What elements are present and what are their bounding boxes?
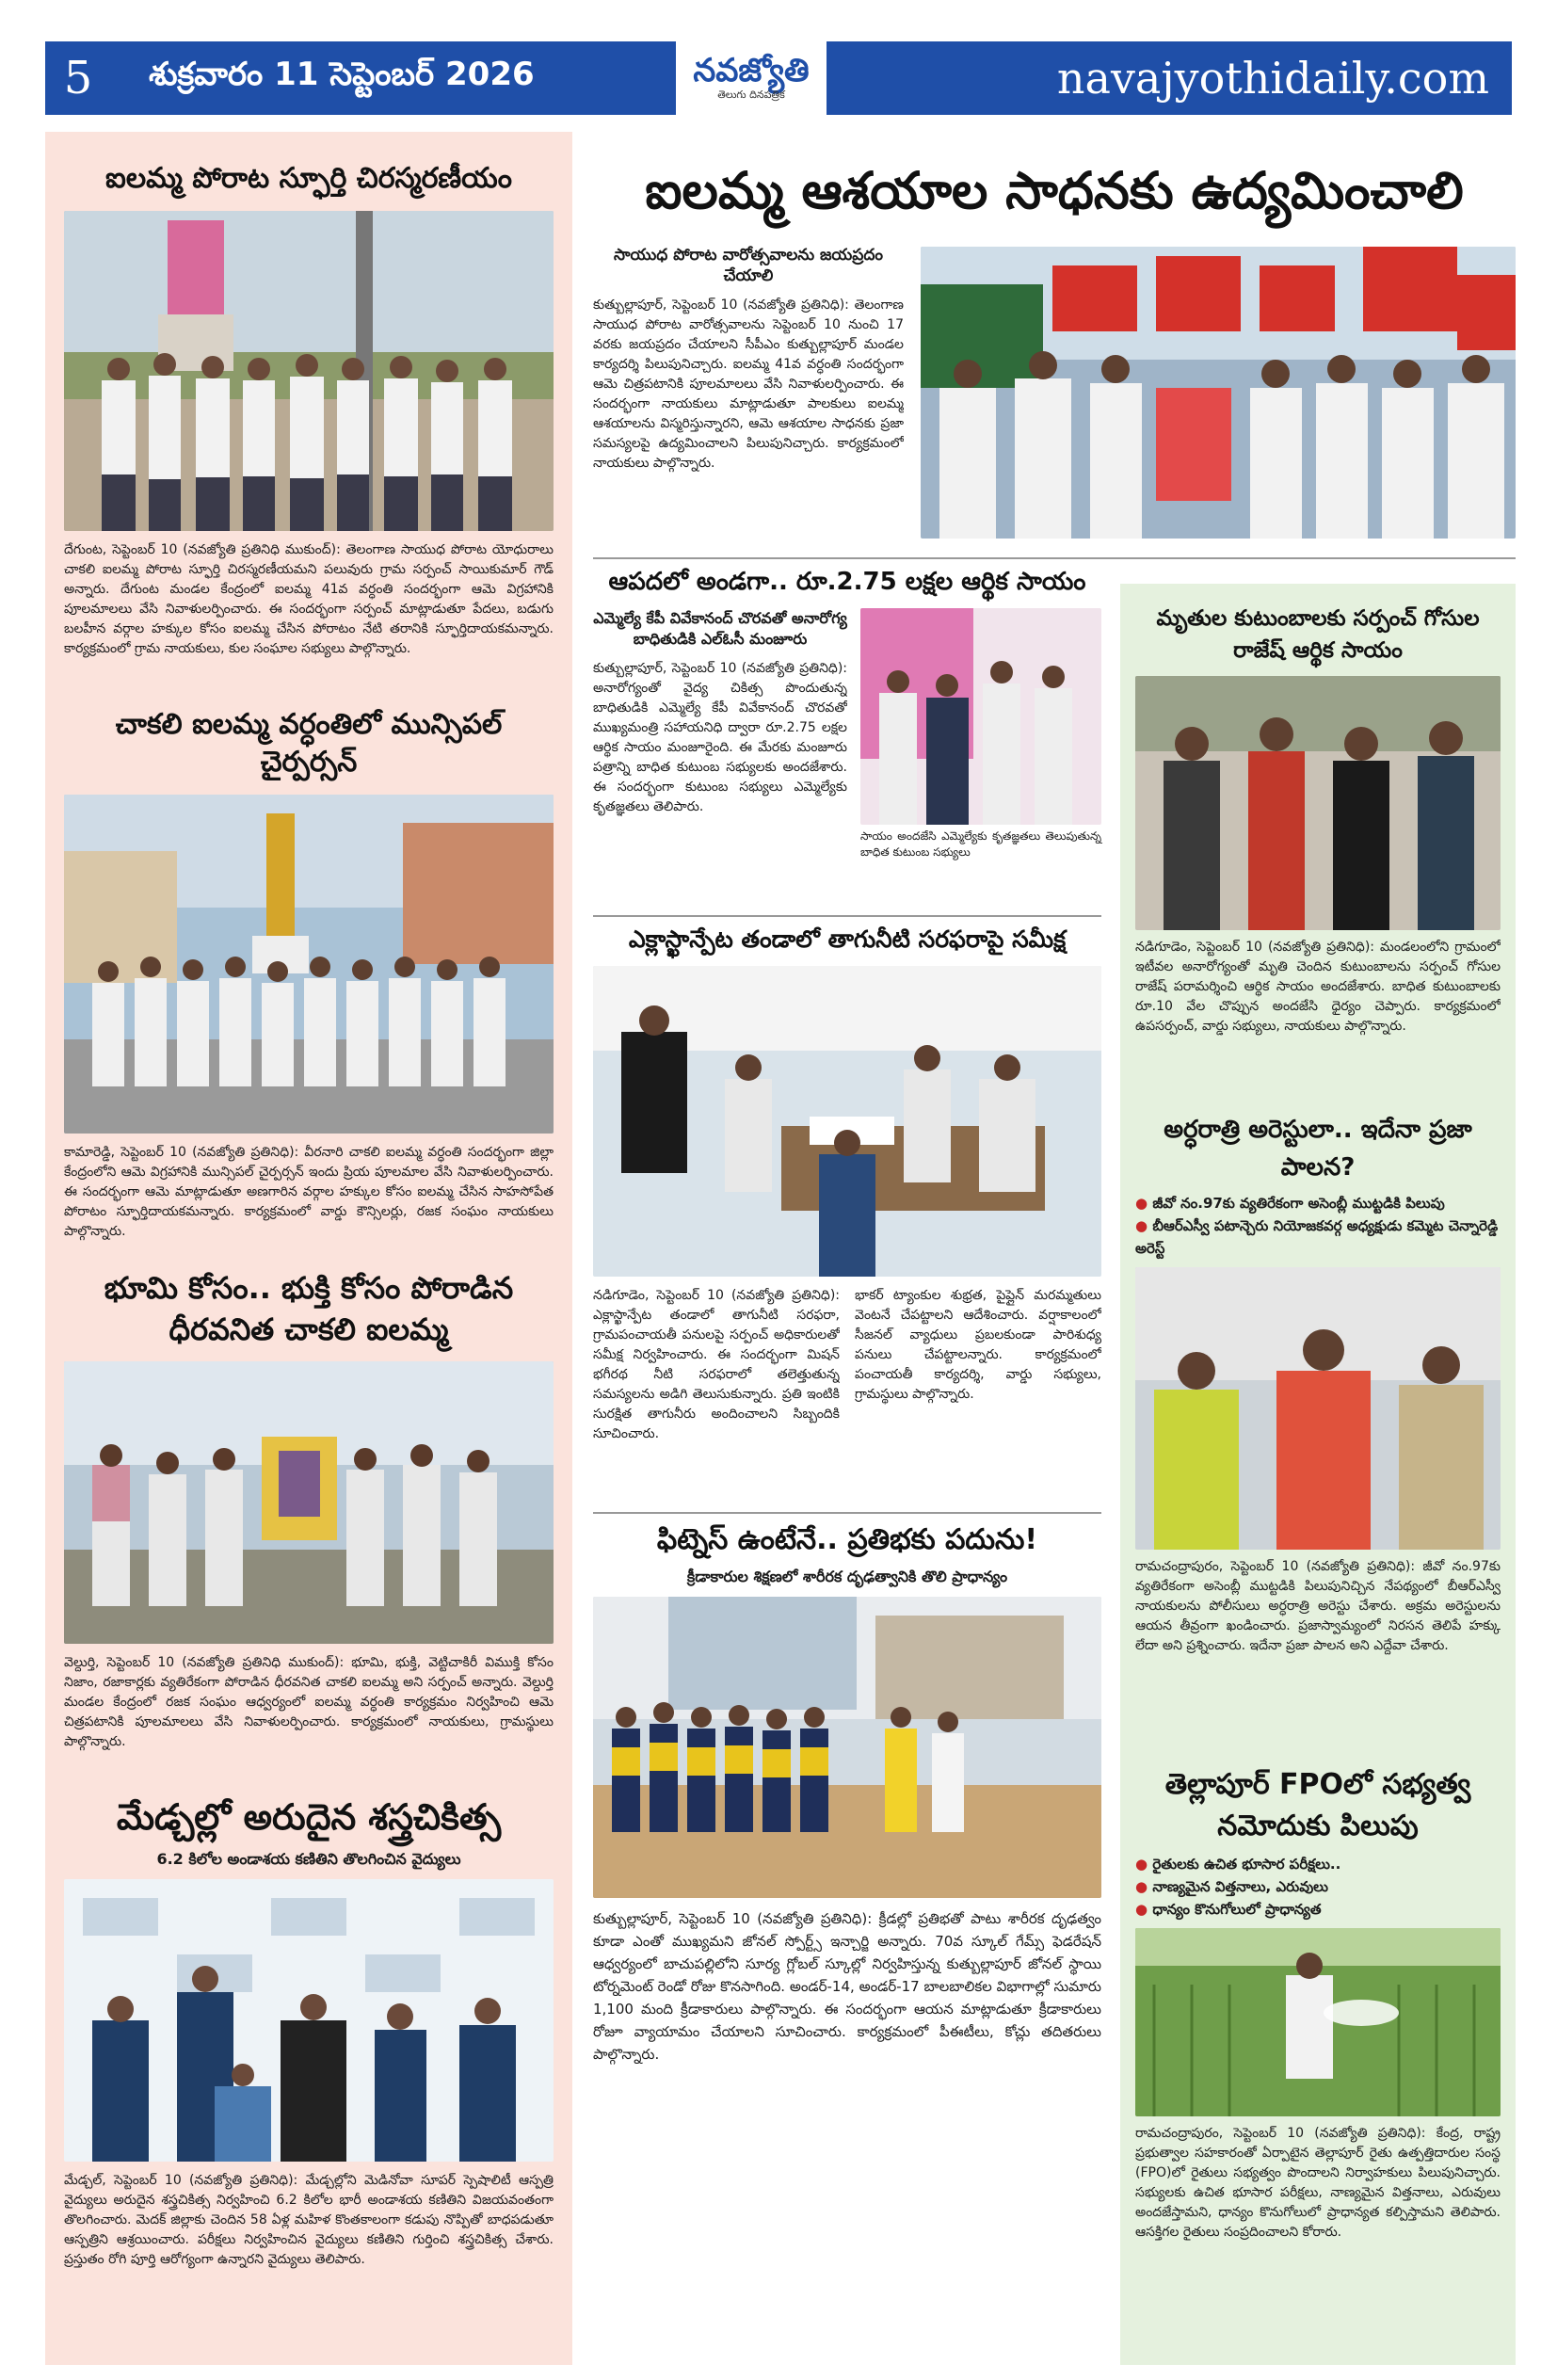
issue-date: శుక్రవారం 11 సెప్టెంబర్ 2026 <box>149 56 535 93</box>
left-column <box>45 132 572 2365</box>
highlight-bullet: ● బీఆర్ఎస్వీ పటాన్చెరు నియోజకవర్గ అధ్యక్షుడు కమ్మెట చెన్నారెడ్డి అరెస్ట్ <box>1135 1214 1501 1260</box>
article-headline: ఎక్లాస్ఖాన్పేట తండాలో తాగునీటి సరఫరాపై సమీక్ష <box>628 925 1067 953</box>
section-divider <box>593 1512 1101 1514</box>
article-headline: తెల్లాపూర్ FPOలో సభ్యత్వ నమోదుకు పిలుపు <box>1164 1768 1471 1842</box>
article-headline: మృతుల కుటుంబాలకు సర్పంచ్ గోసుల రాజేష్ ఆర్థిక సాయం <box>1156 606 1480 663</box>
police-arrest-photo <box>1135 1267 1501 1550</box>
tribute-photo <box>64 1361 554 1644</box>
logo-subtitle: తెలుగు దినపత్రిక <box>717 88 785 101</box>
lead-headline: ఐలమ్మ ఆశయాల సాధనకు ఉద్యమించాలి <box>645 161 1464 220</box>
highlight-bullet: ● ధాన్యం కొనుగోలులో ప్రాధాన్యత <box>1135 1898 1501 1921</box>
article-subheadline: 6.2 కిలోల అండాశయ కణితిని తొలగించిన వైద్యులు <box>156 1850 461 1868</box>
photo-caption: సాయం అందజేసి ఎమ్మెల్యేకు కృతజ్ఞతలు తెలుపుతున్న బాధిత కుటుంబ సభ్యులు <box>860 829 1101 859</box>
article-subheadline: క్రీడాకారుల శిక్షణలో శారీరక దృఢత్వానికి తొలి ప్రాధాన్యం <box>686 1568 1008 1585</box>
article-headline: ఫిట్నెస్ ఉంటేనే.. ప్రతిభకు పదును! <box>656 1523 1038 1556</box>
aid-handover-photo <box>860 608 1101 825</box>
article-body: రామచంద్రాపురం, సెప్టెంబర్ 10 (నవజ్యోతి ప్రతినిధి): జీవో నం.97కు వ్యతిరేకంగా అసెంబ్లీ ముట్టడికి పిలుపునిచ్చిన నేపథ్యంలో బీఆర్ఎస్వీ నాయకులను పోలీసులు అర్ధరాత్రి అరెస్టు చేశారు. అక్రమ అరెస్టులను ఆయన తీవ్రంగా ఖండించారు. ప్రజాస్వామ్యంలో నిరసన తెలిపే హక్కు లేదా అని ప్రశ్నించారు. ఇదేనా ప్రజా పాలన అని ఎద్దేవా చేశారు. <box>1135 1559 1501 1653</box>
article-body: భాకర్ ట్యాంకుల శుభ్రత, పైప్లైన్ మరమ్మతులు వెంటనే చేపట్టాలని ఆదేశించారు. వర్షాకాలంలో సీజనల్ వ్యాధులు ప్రబలకుండా పారిశుధ్య పనులు చేపట్టాలన్నారు. కార్యక్రమంలో పంచాయతీ కార్యదర్శి, వార్డు సభ్యులు, గ్రామస్థులు పాల్గొన్నారు. <box>855 1288 1101 1402</box>
page-number: 5 <box>63 52 93 105</box>
article-body: నడిగూడెం, సెప్టెంబర్ 10 (నవజ్యోతి ప్రతినిధి): మండలంలోని గ్రామంలో ఇటీవల అనారోగ్యంతో మృతి చెందిన కుటుంబాలను సర్పంచ్ గోసుల రాజేష్ పరామర్శించి ఆర్థిక సాయం అందజేశారు. బాధిత కుటుంబాలకు రూ.10 వేల చొప్పున అందజేసి ధైర్యం చెప్పారు. కార్యక్రమంలో ఉపసర్పంచ్, వార్డు సభ్యులు, నాయకులు పాల్గొన్నారు. <box>1135 940 1501 1034</box>
hospital-staff-photo <box>64 1879 554 2162</box>
article-subheadline: సాయుధ పోరాట వారోత్సవాలను జయప్రదం చేయాలి <box>614 246 883 285</box>
rally-photo <box>921 247 1516 539</box>
aid-family-photo <box>1135 676 1501 930</box>
article-subheadline: ఎమ్మెల్యే కేపీ వివేకానంద్ చొరవతో అనారోగ్య బాధితుడికి ఎల్ఓసీ మంజూరు <box>593 609 847 648</box>
article-body: వెల్దుర్తి, సెప్టెంబర్ 10 (నవజ్యోతి ప్రతినిధి ముకుంద్): భూమి, భుక్తి, వెట్టిచాకిరీ విముక్తి కోసం నిజాం, రజాకార్లకు వ్యతిరేకంగా పోరాడిన ధీరవనిత చాకలి ఐలమ్మ అని సర్పంచ్ అన్నారు. వెల్దుర్తి మండల కేంద్రంలో రజక సంఘం ఆధ్వర్యంలో ఐలమ్మ వర్ధంతి కార్యక్రమం నిర్వహించి ఆమె చిత్రపటానికి పూలమాలలు వేసి నివాళులర్పించారు. కార్యక్రమంలో నాయకులు, గ్రామస్థులు పాల్గొన్నారు. <box>64 1655 554 1749</box>
meeting-photo <box>593 966 1101 1277</box>
article-body: నడిగూడెం, సెప్టెంబర్ 10 (నవజ్యోతి ప్రతినిధి): ఎక్లాస్ఖాన్పేట తండాలో తాగునీటి సరఫరా, గ్రామపంచాయతీ పనులపై సర్పంచ్ అధికారులతో సమీక్ష నిర్వహించారు. ఈ సందర్భంగా మిషన్ భగీరథ నీటి సరఫరాలో తలెత్తుతున్న సమస్యలను అడిగి తెలుసుకున్నారు. ప్రతి ఇంటికి సురక్షిత తాగునీరు అందించాలని సిబ్బందికి సూచించారు. <box>593 1288 840 1441</box>
chairperson-statue-photo <box>64 795 554 1134</box>
lead-article-text <box>593 245 904 578</box>
article-headline: చాకలి ఐలమ్మ వర్ధంతిలో మున్సిపల్ చైర్పర్సన్ <box>115 708 503 779</box>
article-headline: మేడ్చల్లో అరుదైన శస్త్రచికిత్స <box>116 1796 502 1838</box>
fitness-article <box>593 1520 1101 2237</box>
website-url: navajyothidaily.com <box>1056 53 1489 104</box>
water-article <box>593 923 1101 1521</box>
article-body: కామారెడ్డి, సెప్టెంబర్ 10 (నవజ్యోతి ప్రతినిధి): వీరనారి చాకలి ఐలమ్మ వర్ధంతి సందర్భంగా జిల్లా కేంద్రంలోని ఆమె విగ్రహానికి మున్సిపల్ చైర్పర్సన్ ఇందు ప్రియ పూలమాల వేసి నివాళులర్పించారు. ఈ సందర్భంగా ఆమె మాట్లాడుతూ అణగారిన వర్గాల హక్కుల కోసం ఐలమ్మ చేసిన సాహసోపేత పోరాటం స్ఫూర్తిదాయకమన్నారు. కార్యక్రమంలో వార్డు కౌన్సిలర్లు, రజక సంఘం నాయకులు పాల్గొన్నారు. <box>64 1145 554 1239</box>
article-body: కుత్బుల్లాపూర్, సెప్టెంబర్ 10 (నవజ్యోతి ప్రతినిధి): క్రీడల్లో ప్రతిభతో పాటు శారీరక దృఢత్వం కూడా ఎంతో ముఖ్యమని జోనల్ స్పోర్ట్స్ ఇన్చార్జి అన్నారు. 70వ స్కూల్ గేమ్స్ ఫెడరేషన్ ఆధ్వర్యంలో బాచుపల్లిలోని సూర్య గ్లోబల్ స్కూల్లో నిర్వహిస్తున్న కుత్బుల్లాపూర్ జోనల్ స్థాయి టోర్నమెంట్ రెండో రోజు కొనసాగింది. అండర్-14, అండర్-17 బాలబాలికల విభాగాల్లో సుమారు 1,100 మంది క్రీడాకారులు పాల్గొన్నారు. ఈ సందర్భంగా ఆయన మాట్లాడుతూ క్రీడాకారులు రోజూ వ్యాయామం చేయాలని సూచించారు. కార్యక్రమంలో పీఈటీలు, కోచ్లు తదితరులు పాల్గొన్నారు. <box>593 1910 1101 2063</box>
aid-article <box>593 565 1101 900</box>
highlight-bullet: ● రైతులకు ఉచిత భూసార పరీక్షలు.. <box>1135 1853 1501 1875</box>
logo-title: నవజ్యోతి <box>693 52 810 89</box>
farmer-field-photo <box>1135 1928 1501 2116</box>
article-body: రామచంద్రాపురం, సెప్టెంబర్ 10 (నవజ్యోతి ప్రతినిధి): కేంద్ర, రాష్ట్ర ప్రభుత్వాల సహకారంతో ఏర్పాటైన తెల్లాపూర్ రైతు ఉత్పత్తిదారుల సంస్థ (FPO)లో రైతులు సభ్యత్వం పొందాలని నిర్వాహకులు పిలుపునిచ్చారు. సభ్యులకు ఉచిత భూసార పరీక్షలు, నాణ్యమైన విత్తనాలు, ఎరువులు అందజేస్తామని, ధాన్యం కొనుగోలులో ప్రాధాన్యత కల్పిస్తామని తెలిపారు. ఆసక్తిగల రైతులు సంప్రదించాలని కోరారు. <box>1135 2126 1501 2240</box>
article-body: కుత్బుల్లాపూర్, సెప్టెంబర్ 10 (నవజ్యోతి ప్రతినిధి): అనారోగ్యంతో వైద్య చికిత్స పొందుతున్న బాధితుడికి ఎమ్మెల్యే కేపీ వివేకానంద్ చొరవతో ముఖ్యమంత్రి సహాయనిధి ద్వారా రూ.2.75 లక్షల ఆర్థిక సాయం మంజూరైంది. ఈ మేరకు మంజూరు పత్రాన్ని బాధిత కుటుంబ సభ్యులకు అందజేశారు. ఈ సందర్భంగా కుటుంబ సభ్యులు ఎమ్మెల్యేకు కృతజ్ఞతలు తెలిపారు. <box>593 661 847 814</box>
article-body: మేడ్చల్, సెప్టెంబర్ 10 (నవజ్యోతి ప్రతినిధి): మేడ్చల్లోని మెడినోవా సూపర్ స్పెషాలిటీ ఆస్పత్రి వైద్యులు అరుదైన శస్త్రచికిత్స నిర్వహించి 6.2 కిలోల భారీ అండాశయ కణితిని విజయవంతంగా తొలగించారు. మెదక్ జిల్లాకు చెందిన 58 ఏళ్ల మహిళ కొంతకాలంగా కడుపు నొప్పితో బాధపడుతూ ఆస్పత్రిని ఆశ్రయించారు. పరీక్షలు నిర్వహించిన వైద్యులు కణితిని గుర్తించి శస్త్రచికిత్స చేశారు. ప్రస్తుతం రోగి పూర్తి ఆరోగ్యంగా ఉన్నారని వైద్యులు తెలిపారు. <box>64 2173 554 2267</box>
section-divider <box>593 557 1516 559</box>
article-headline: ఆపదలో అండగా.. రూ.2.75 లక్షల ఆర్థిక సాయం <box>608 568 1086 596</box>
highlight-bullet: ● నాణ్యమైన విత్తనాలు, ఎరువులు <box>1135 1875 1501 1898</box>
article-body: దేగుంట, సెప్టెంబర్ 10 (నవజ్యోతి ప్రతినిధి ముకుంద్): తెలంగాణ సాయుధ పోరాట యోధురాలు చాకలి ఐలమ్మ పోరాట స్ఫూర్తి చిరస్మరణీయమని పలువురు గ్రామ సర్పంచ్ సాయికుమార్ గౌడ్ అన్నారు. దేగుంట మండల కేంద్రంలో ఐలమ్మ 41వ వర్ధంతి సందర్భంగా ఆమె విగ్రహానికి పూలమాలలు వేసి నివాళులర్పించారు. ఈ సందర్భంగా సర్పంచ్ మాట్లాడుతూ పేదలు, బడుగు బలహీన వర్గాల హక్కుల కోసం ఐలమ్మ చేసిన పోరాటం నేటి తరానికి స్ఫూర్తిదాయకమన్నారు. కార్యక్రమంలో గ్రామ నాయకులు, కుల సంఘాల సభ్యులు పాల్గొన్నారు. <box>64 542 554 656</box>
newspaper-logo <box>676 41 827 115</box>
sports-meet-photo <box>593 1597 1101 1898</box>
article-headline: భూమి కోసం.. భుక్తి కోసం పోరాడిన ధీరవనిత చాకలి ఐలమ్మ <box>104 1270 514 1347</box>
masthead <box>45 41 1512 115</box>
highlight-bullet: ● జీవో నం.97కు వ్యతిరేకంగా అసెంబ్లీ ముట్టడికి పిలుపు <box>1135 1192 1501 1214</box>
article-body: కుత్బుల్లాపూర్, సెప్టెంబర్ 10 (నవజ్యోతి ప్రతినిధి): తెలంగాణ సాయుధ పోరాట వారోత్సవాలను సెప్టెంబర్ 10 నుంచి 17 వరకు జయప్రదం చేయాలని సీపీఎం కుత్బుల్లాపూర్ మండల కార్యదర్శి పిలుపునిచ్చారు. ఐలమ్మ 41వ వర్ధంతి సందర్భంగా ఆమె చిత్రపటానికి పూలమాలలు వేసి నివాళులర్పించారు. ఈ సందర్భంగా నాయకులు మాట్లాడుతూ పాలకులు ఐలమ్మ ఆశయాలను విస్మరిస్తున్నారని, ఆమె ఆశయాల సాధనకు ప్రజా సమస్యలపై ఉద్యమించాలని పిలుపునిచ్చారు. కార్యక్రమంలో నాయకులు పాల్గొన్నారు. <box>593 298 904 471</box>
section-divider <box>593 915 1101 917</box>
right-column <box>1120 584 1516 2365</box>
statue-group-photo <box>64 211 554 531</box>
article-headline: ఐలమ్మ పోరాట స్ఫూర్తి చిరస్మరణీయం <box>105 162 512 195</box>
article-headline: అర్ధరాత్రి అరెస్టులా.. ఇదేనా ప్రజా పాలన? <box>1164 1116 1472 1182</box>
